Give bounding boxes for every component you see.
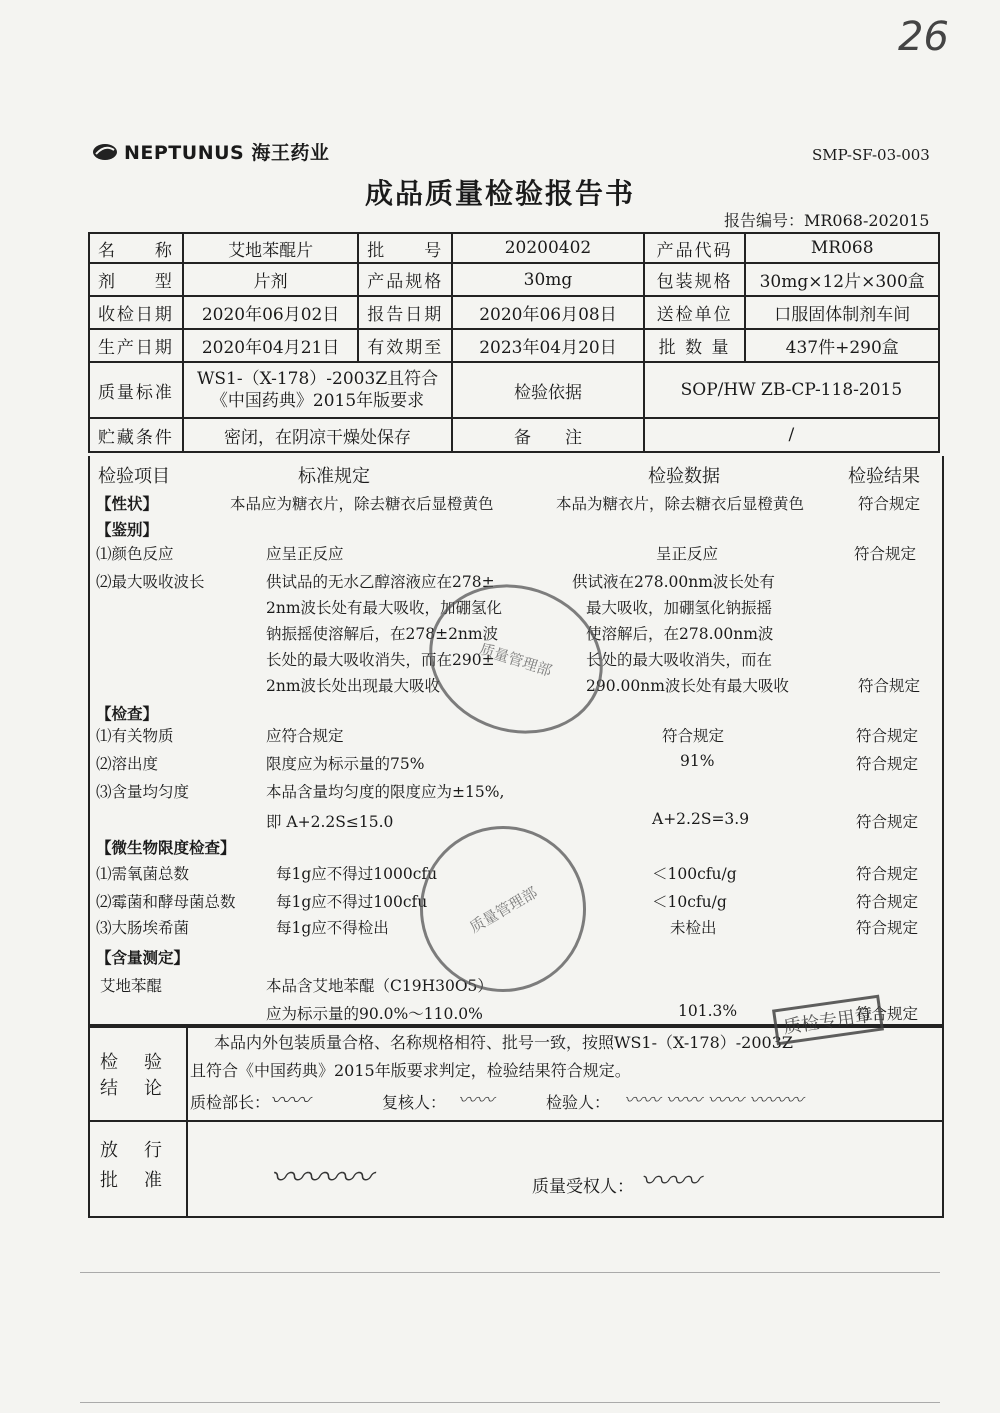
test3-std-line1: 本品含量均匀度的限度应为±15%, bbox=[266, 783, 505, 801]
id1-result: 符合规定 bbox=[854, 545, 917, 563]
report-date-label: 报告日期 bbox=[358, 296, 452, 329]
release-signature: 〰〰〰 bbox=[270, 1158, 372, 1198]
prod-label: 生产日期 bbox=[89, 329, 183, 362]
appearance-data: 本品为糖衣片，除去糖衣后显橙黄色 bbox=[556, 495, 805, 513]
micro3-item: ⑶大肠埃希菌 bbox=[96, 919, 190, 937]
report-date: 2020年06月08日 bbox=[452, 296, 644, 329]
test1-data: 符合规定 bbox=[662, 727, 725, 745]
micro3-result: 符合规定 bbox=[856, 919, 919, 937]
micro1-data: ＜100cfu/g bbox=[652, 865, 737, 883]
assay-std-line2: 应为标示量的90.0%～110.0% bbox=[266, 1005, 483, 1023]
reviewer-signature: 〰〰 bbox=[458, 1090, 494, 1111]
qp-signature: 〰〰 bbox=[640, 1164, 700, 1199]
code-label: 产品代码 bbox=[644, 233, 746, 263]
test1-std: 应符合规定 bbox=[266, 727, 344, 745]
qp-label: 质量受权人： bbox=[532, 1177, 634, 1197]
inspector-label: 检验人： bbox=[546, 1093, 611, 1112]
section-appearance: 【性状】 bbox=[96, 494, 159, 513]
assay-data: 101.3% bbox=[678, 1002, 738, 1020]
page-title: 成品质量检验报告书 bbox=[364, 177, 635, 210]
section-microbial: 【微生物限度检查】 bbox=[96, 838, 236, 857]
conclusion-text-2: 且符合《中国药典》2015年版要求判定，检验结果符合规定。 bbox=[190, 1061, 631, 1080]
test3-result: 符合规定 bbox=[856, 813, 919, 831]
id2-std-line1: 供试品的无水乙醇溶液应在278± bbox=[266, 573, 495, 591]
col-result-header: 检验结果 bbox=[848, 466, 920, 487]
batch-quantity: 437件+290盒 bbox=[745, 329, 939, 362]
micro1-std: 每1g应不得过1000cfu bbox=[276, 865, 438, 883]
dept-head-signature: 〰〰 bbox=[270, 1088, 310, 1112]
test2-result: 符合规定 bbox=[856, 755, 919, 773]
seal-stamp-2: 质量管理部 bbox=[390, 796, 617, 1023]
scan-line bbox=[80, 1402, 940, 1403]
store-label: 贮藏条件 bbox=[89, 418, 183, 452]
batch-number: 20200402 bbox=[452, 233, 644, 263]
seal-stamp-1: 质量管理部 bbox=[410, 562, 623, 755]
expiry-date: 2023年04月20日 bbox=[452, 329, 644, 362]
test-basis: SOP/HW ZB-CP-118-2015 bbox=[644, 362, 939, 418]
submit-unit: 口服固体制剂车间 bbox=[745, 296, 939, 329]
logo-icon bbox=[92, 142, 118, 162]
reviewer-label: 复核人： bbox=[382, 1093, 447, 1112]
quality-standard-line2: 《中国药典》2015年版要求 bbox=[210, 391, 425, 411]
test1-item: ⑴有关物质 bbox=[96, 727, 174, 745]
micro2-data: ＜10cfu/g bbox=[652, 893, 727, 911]
micro3-std: 每1g应不得检出 bbox=[276, 919, 389, 937]
micro2-result: 符合规定 bbox=[856, 893, 919, 911]
id2-std-line5: 2nm波长处出现最大吸收 bbox=[266, 677, 441, 695]
id2-item: ⑵最大吸收波长 bbox=[96, 573, 205, 591]
id1-std: 应呈正反应 bbox=[266, 545, 344, 563]
logo-text: NEPTUNUS 海王药业 bbox=[124, 142, 330, 164]
product-name: 艾地苯醌片 bbox=[183, 233, 358, 263]
id1-data: 呈正反应 bbox=[656, 545, 719, 563]
dosage-form: 片剂 bbox=[183, 263, 358, 296]
name-label: 名 称 bbox=[89, 233, 183, 263]
id2-data-line5: 290.00nm波长处有最大吸收 bbox=[586, 677, 789, 695]
handwritten-page-number: 26 bbox=[898, 14, 949, 60]
micro1-item: ⑴需氧菌总数 bbox=[96, 865, 190, 883]
test2-data: 91% bbox=[680, 752, 715, 770]
quality-standard bbox=[183, 362, 452, 418]
assay-item: 艾地苯醌 bbox=[100, 977, 163, 995]
product-spec: 30mg bbox=[452, 263, 644, 296]
release-label-2: 批 准 bbox=[100, 1170, 166, 1191]
test3-data: A+2.2S=3.9 bbox=[652, 810, 750, 828]
exp-label: 有效期至 bbox=[358, 329, 452, 362]
conclusion-label-1: 检 验 bbox=[100, 1052, 166, 1073]
inspector-signatures: 〰〰 〰〰 〰〰 〰〰〰 bbox=[624, 1090, 804, 1111]
section-assay: 【含量测定】 bbox=[96, 948, 190, 967]
col-std-header: 标准规定 bbox=[298, 466, 370, 487]
micro2-item: ⑵霉菌和酵母菌总数 bbox=[96, 893, 236, 911]
micro1-result: 符合规定 bbox=[856, 865, 919, 883]
micro3-data: 未检出 bbox=[670, 919, 717, 937]
conclusion-label-2: 结 论 bbox=[100, 1078, 166, 1099]
id2-data-line2: 最大吸收，加硼氢化钠振摇 bbox=[586, 599, 773, 617]
storage-condition: 密闭，在阴凉干燥处保存 bbox=[183, 418, 452, 452]
release-label-1: 放 行 bbox=[100, 1140, 166, 1161]
basis-label: 检验依据 bbox=[452, 362, 644, 418]
bottom-divider-h bbox=[90, 1120, 942, 1122]
id2-std-line3: 钠振摇使溶解后，在278±2nm波 bbox=[266, 625, 499, 643]
note-value: / bbox=[644, 418, 939, 452]
test3-std-line2: 即 A+2.2S≤15.0 bbox=[266, 813, 394, 831]
id2-result: 符合规定 bbox=[858, 677, 921, 695]
id2-data-line1: 供试液在278.00nm波长处有 bbox=[572, 573, 775, 591]
recv-label: 收检日期 bbox=[89, 296, 183, 329]
assay-result: 符合规定 bbox=[856, 1005, 919, 1023]
test2-std: 限度应为标示量的75% bbox=[266, 755, 425, 773]
pack-spec: 30mg×12片×300盒 bbox=[745, 263, 939, 296]
unit-label: 送检单位 bbox=[644, 296, 746, 329]
id1-item: ⑴颜色反应 bbox=[96, 545, 174, 563]
receive-date: 2020年06月02日 bbox=[183, 296, 358, 329]
id2-std-line4: 长处的最大吸收消失，而在290± bbox=[266, 651, 495, 669]
document-code: SMP-SF-03-003 bbox=[812, 146, 930, 164]
id2-data-line3: 使溶解后，在278.00nm波 bbox=[586, 625, 774, 643]
batch-label: 批 号 bbox=[358, 233, 452, 263]
id2-std-line2: 2nm波长处有最大吸收，加硼氢化 bbox=[266, 599, 503, 617]
form-label: 剂 型 bbox=[89, 263, 183, 296]
test1-result: 符合规定 bbox=[856, 727, 919, 745]
spec-label: 产品规格 bbox=[358, 263, 452, 296]
note-label: 备 注 bbox=[452, 418, 644, 452]
col-data-header: 检验数据 bbox=[648, 466, 720, 487]
micro2-std: 每1g应不得过100cfu bbox=[276, 893, 428, 911]
test3-item: ⑶含量均匀度 bbox=[96, 783, 190, 801]
product-code: MR068 bbox=[745, 233, 939, 263]
col-item-header: 检验项目 bbox=[98, 466, 170, 487]
appearance-result: 符合规定 bbox=[858, 495, 921, 513]
pack-label: 包装规格 bbox=[644, 263, 746, 296]
quality-standard-line1: WS1-（X-178）-2003Z且符合 bbox=[196, 369, 439, 389]
test2-item: ⑵溶出度 bbox=[96, 755, 159, 773]
company-logo bbox=[92, 138, 329, 165]
report-number: 报告编号：MR068-202015 bbox=[724, 211, 930, 230]
section-tests: 【检查】 bbox=[96, 704, 159, 723]
conclusion-release-table bbox=[88, 1024, 944, 1218]
assay-std-line1: 本品含艾地苯醌（C19H30O5） bbox=[266, 977, 493, 995]
id2-data-line4: 长处的最大吸收消失，而在 bbox=[586, 651, 773, 669]
scan-line bbox=[80, 1272, 940, 1273]
header-table bbox=[88, 232, 940, 453]
production-date: 2020年04月21日 bbox=[183, 329, 358, 362]
qc-stamp: 质检专用章 bbox=[772, 995, 884, 1046]
conclusion-text-1: 本品内外包装质量合格、名称规格相符、批号一致，按照WS1-（X-178）-2003Z bbox=[214, 1033, 794, 1052]
std-label: 质量标准 bbox=[89, 362, 183, 418]
dept-head-label: 质检部长： bbox=[190, 1093, 271, 1112]
qty-label: 批 数 量 bbox=[644, 329, 746, 362]
appearance-std: 本品应为糖衣片，除去糖衣后显橙黄色 bbox=[230, 495, 494, 513]
section-identification: 【鉴别】 bbox=[96, 520, 159, 539]
